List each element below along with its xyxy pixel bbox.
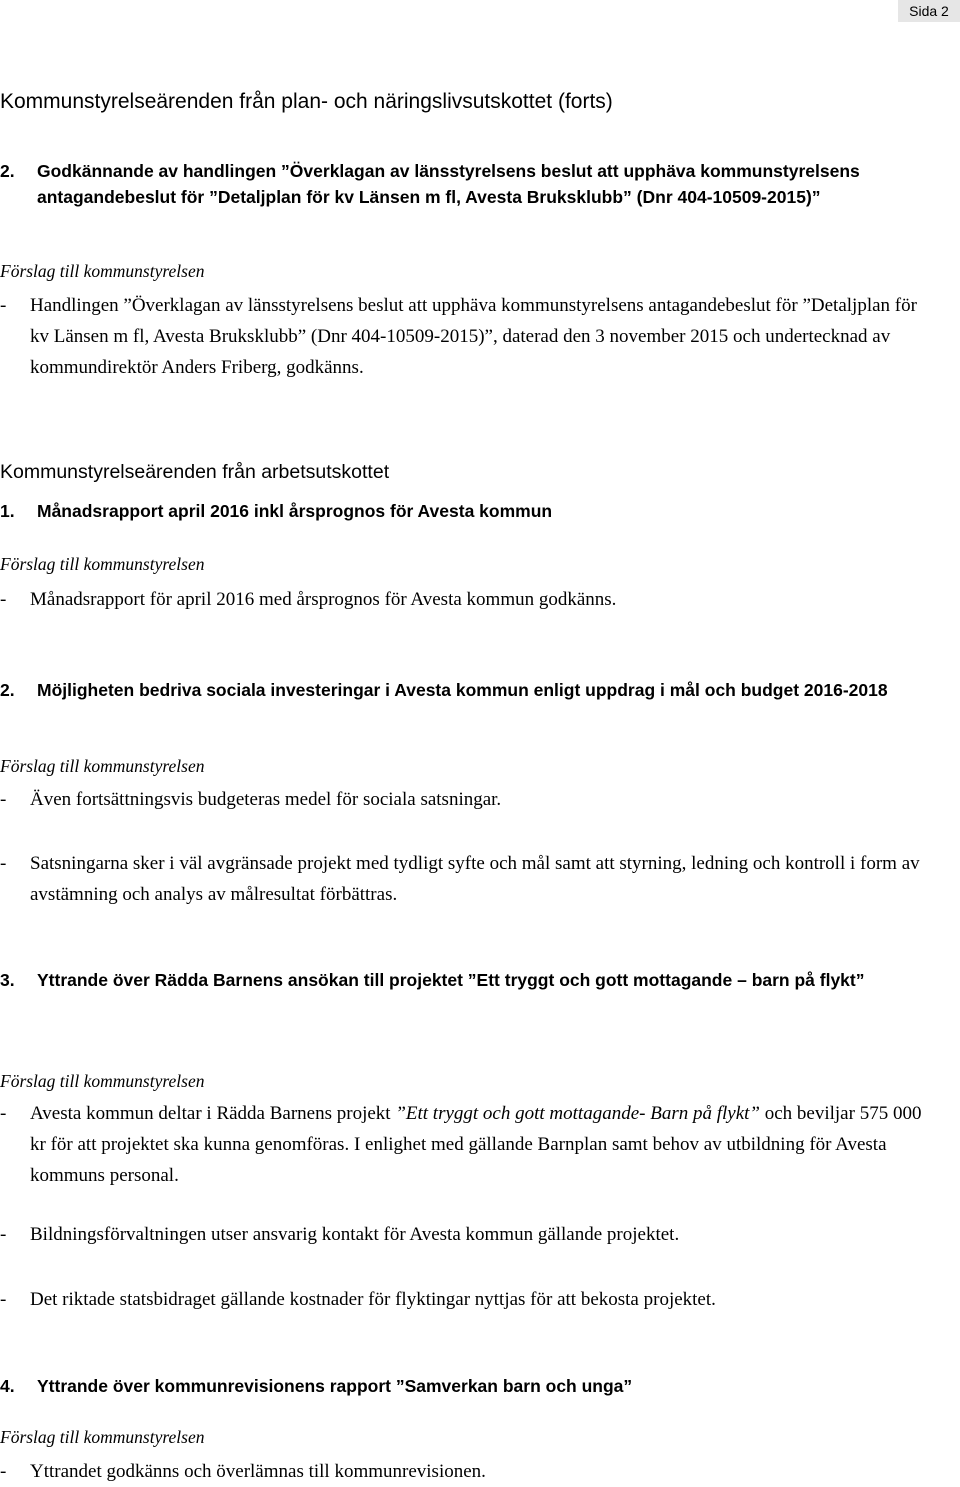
- item-number: 2.: [0, 161, 15, 181]
- item-title-text: Godkännande av handlingen ”Överklagan av länsstyrelsens beslut att upphäva kommunstyrelsens antagandebeslut för ”Detaljplan för kv Länsen m fl, Avesta Bruksklubb” (Dnr 404-10509-2015)”: [37, 161, 860, 207]
- agenda-item-title: [0, 1373, 940, 1399]
- bullet-text: Även fortsättningsvis budgeteras medel för sociala satsningar.: [30, 789, 502, 810]
- page-number: Sida 2: [898, 0, 960, 22]
- item-title-text: Yttrande över Rädda Barnens ansökan till projektet ”Ett tryggt och gott mottagande – barn på flykt”: [37, 970, 865, 990]
- bullet-text: Månadsrapport för april 2016 med årsprognos för Avesta kommun godkänns.: [30, 589, 617, 610]
- proposal-label: Förslag till kommunstyrelsen: [0, 554, 205, 574]
- agenda-item-title: [0, 498, 940, 524]
- decision-bullet: [0, 584, 935, 615]
- decision-bullet: [0, 784, 935, 815]
- item-number: 2.: [0, 680, 15, 700]
- bullet-text: [0, 1098, 935, 1191]
- decision-bullet: [0, 1098, 935, 1191]
- bullet-dash: -: [0, 1103, 7, 1124]
- page-title: Kommunstyrelseärenden från plan- och näringslivsutskottet (forts): [0, 90, 613, 113]
- decision-bullet: [0, 848, 935, 910]
- bullet-dash: -: [0, 589, 7, 610]
- agenda-item-title: [0, 967, 940, 993]
- item-number: 4.: [0, 1376, 15, 1396]
- decision-bullet: [0, 290, 935, 383]
- decision-bullet: [0, 1219, 935, 1250]
- bullet-text: Yttrandet godkänns och överlämnas till kommunrevisionen.: [30, 1461, 486, 1482]
- bullet-text-end: och beviljar 575 000 kr för att projektet ska kunna genomföras. I enlighet med gällande Barnplan samt behov av utbildning för Avesta kommuns personal.: [30, 1103, 922, 1186]
- bullet-text: Handlingen ”Överklagan av länsstyrelsens beslut att upphäva kommunstyrelsens antagandebeslut för ”Detaljplan för kv Länsen m fl, Avesta Bruksklubb” (Dnr 404-10509-2015)”, daterad den 3 november 2015 och undertecknad av kommundirektör Anders Friberg, godkänns.: [30, 295, 917, 378]
- bullet-dash: -: [0, 295, 7, 316]
- proposal-label: Förslag till kommunstyrelsen: [0, 1071, 205, 1091]
- section-heading: Kommunstyrelseärenden från arbetsutskottet: [0, 461, 390, 483]
- bullet-text: Det riktade statsbidraget gällande kostnader för flyktingar nyttjas för att bekosta projektet.: [30, 1289, 716, 1310]
- bullet-dash: -: [0, 853, 7, 874]
- agenda-item-title: [0, 677, 940, 703]
- agenda-item-title: [0, 158, 940, 210]
- proposal-label: Förslag till kommunstyrelsen: [0, 1427, 205, 1447]
- proposal-label: Förslag till kommunstyrelsen: [0, 261, 205, 281]
- bullet-dash: -: [0, 1289, 7, 1310]
- item-title-text: Yttrande över kommunrevisionens rapport ”Samverkan barn och unga”: [37, 1376, 633, 1396]
- item-title-text: Månadsrapport april 2016 inkl årsprognos för Avesta kommun: [37, 501, 553, 521]
- proposal-label: Förslag till kommunstyrelsen: [0, 756, 205, 776]
- bullet-text: Bildningsförvaltningen utser ansvarig kontakt för Avesta kommun gällande projektet.: [30, 1224, 680, 1245]
- bullet-dash: -: [0, 1461, 7, 1482]
- decision-bullet: [0, 1456, 935, 1487]
- bullet-dash: -: [0, 1224, 7, 1245]
- item-number: 3.: [0, 970, 15, 990]
- bullet-text: Satsningarna sker i väl avgränsade projekt med tydligt syfte och mål samt att styrning, ledning och kontroll i form av avstämning och analys av målresultat förbättras.: [30, 853, 920, 905]
- item-number: 1.: [0, 501, 15, 521]
- project-name: ”Ett tryggt och gott mottagande- Barn på flykt”: [395, 1103, 760, 1124]
- decision-bullet: [0, 1284, 935, 1315]
- bullet-text-start: Avesta kommun deltar i Rädda Barnens projekt: [30, 1103, 396, 1124]
- item-title-text: Möjligheten bedriva sociala investeringar i Avesta kommun enligt uppdrag i mål och budget 2016-2018: [37, 680, 888, 700]
- bullet-dash: -: [0, 789, 7, 810]
